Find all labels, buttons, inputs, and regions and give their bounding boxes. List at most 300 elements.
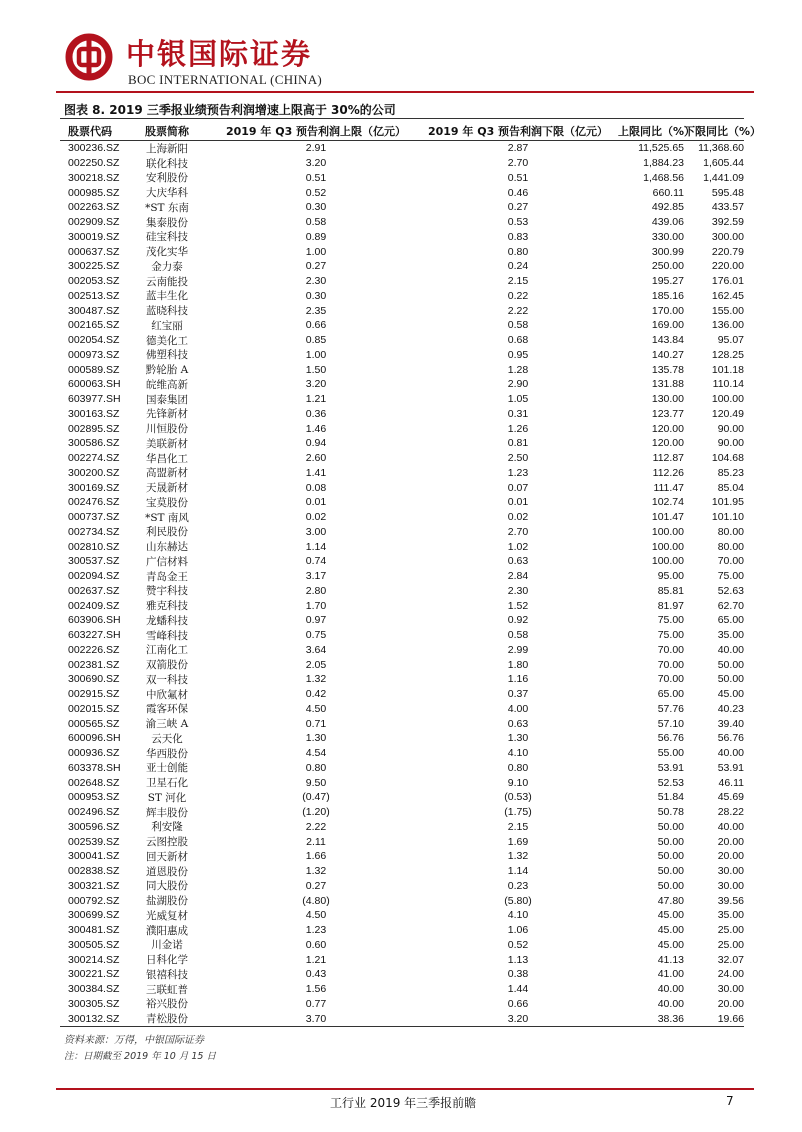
cell-stock-code: 300384.SZ <box>68 983 120 996</box>
table-row <box>60 377 744 392</box>
cell-upper-profit: 0.75 <box>305 629 327 642</box>
table-row <box>60 554 744 569</box>
cell-lower-yoy: 30.00 <box>717 879 744 892</box>
cell-lower-profit: (5.80) <box>504 894 532 907</box>
cell-upper-profit: 2.22 <box>305 820 327 833</box>
cell-lower-yoy: 595.48 <box>711 186 744 199</box>
cell-upper-yoy: 185.16 <box>651 289 684 302</box>
cell-stock-name: *ST 南风 <box>145 511 189 524</box>
cell-upper-profit: (0.47) <box>302 791 330 804</box>
table-row <box>60 790 744 805</box>
cell-stock-code: 000973.SZ <box>68 348 120 361</box>
cell-stock-code: 002381.SZ <box>68 658 120 671</box>
cell-upper-profit: 9.50 <box>305 776 327 789</box>
cell-stock-name: 蓝晓科技 <box>146 305 188 318</box>
cell-stock-code: 300041.SZ <box>68 850 120 863</box>
cell-stock-code: 600063.SH <box>68 378 121 391</box>
cell-upper-yoy: 81.97 <box>657 599 684 612</box>
cell-lower-yoy: 392.59 <box>711 216 744 229</box>
cell-lower-yoy: 39.56 <box>717 894 744 907</box>
cell-stock-name: 道恩股份 <box>146 865 188 878</box>
cell-lower-yoy: 1,441.09 <box>703 171 744 184</box>
table-row <box>60 539 744 554</box>
cell-lower-profit: 2.50 <box>507 452 529 465</box>
cell-lower-profit: (1.75) <box>504 806 532 819</box>
col-header-code: 股票代码 <box>68 124 112 138</box>
cell-lower-profit: 0.95 <box>507 348 529 361</box>
cell-lower-profit: 4.10 <box>507 747 529 760</box>
boc-logo-icon <box>64 32 114 82</box>
cell-stock-name: 渝三峡 A <box>145 718 189 731</box>
cell-stock-code: 002274.SZ <box>68 452 120 465</box>
cell-stock-name: 先锋新材 <box>146 408 188 421</box>
cell-lower-profit: 2.22 <box>507 304 529 317</box>
cell-lower-profit: 1.26 <box>507 422 529 435</box>
cell-upper-yoy: 65.00 <box>657 688 684 701</box>
cell-upper-yoy: 70.00 <box>657 673 684 686</box>
cell-upper-yoy: 100.00 <box>651 540 684 553</box>
table-row <box>60 834 744 849</box>
cell-upper-yoy: 250.00 <box>651 260 684 273</box>
cell-upper-profit: 1.23 <box>305 924 327 937</box>
cell-lower-profit: 2.30 <box>507 584 529 597</box>
cell-upper-yoy: 123.77 <box>651 407 684 420</box>
table-row <box>60 716 744 731</box>
table-row <box>60 864 744 879</box>
table-row <box>60 820 744 835</box>
cell-lower-yoy: 128.25 <box>711 348 744 361</box>
source-note: 资料来源：万得，中银国际证券 <box>64 1035 204 1046</box>
cell-lower-profit: 2.15 <box>507 820 529 833</box>
table-row <box>60 952 744 967</box>
cell-lower-profit: 0.46 <box>507 186 529 199</box>
table-row <box>60 628 744 643</box>
cell-lower-yoy: 80.00 <box>717 525 744 538</box>
cell-upper-yoy: 112.26 <box>652 466 684 479</box>
cell-lower-profit: 2.84 <box>507 570 529 583</box>
cell-stock-name: 云南能投 <box>146 275 188 288</box>
cell-upper-profit: 4.50 <box>305 909 327 922</box>
col-header-lower-yoy: 下限同比（%） <box>684 124 762 138</box>
cell-lower-profit: 0.38 <box>507 968 529 981</box>
cell-upper-yoy: 50.00 <box>657 865 684 878</box>
cell-stock-name: 赞宇科技 <box>146 585 188 598</box>
cell-stock-name: 中欣氟材 <box>146 688 188 701</box>
brand-name-cn: 中银国际证券 <box>126 37 313 71</box>
cell-stock-name: 国泰集团 <box>146 393 188 406</box>
cell-lower-profit: 0.80 <box>507 245 529 258</box>
cell-lower-yoy: 19.66 <box>717 1012 744 1025</box>
cell-stock-name: 川金诺 <box>151 939 183 952</box>
table-row <box>60 761 744 776</box>
cell-upper-profit: 1.50 <box>305 363 327 376</box>
cell-stock-code: 002054.SZ <box>68 334 120 347</box>
cell-upper-profit: 0.30 <box>305 201 327 214</box>
cell-upper-profit: 0.66 <box>305 319 327 332</box>
table-row <box>60 274 744 289</box>
cell-upper-profit: 2.30 <box>305 275 327 288</box>
cell-stock-code: 000589.SZ <box>68 363 120 376</box>
cell-lower-yoy: 20.00 <box>717 997 744 1010</box>
cell-stock-code: 002838.SZ <box>68 865 120 878</box>
table-row <box>60 525 744 540</box>
cell-lower-yoy: 24.00 <box>717 968 744 981</box>
cell-stock-code: 002015.SZ <box>68 702 120 715</box>
cell-lower-yoy: 104.68 <box>711 452 744 465</box>
brand-name-en: BOC INTERNATIONAL (CHINA) <box>128 72 323 87</box>
cell-upper-profit: 1.21 <box>305 393 327 406</box>
cell-upper-profit: 2.80 <box>305 584 327 597</box>
cell-stock-code: 300505.SZ <box>68 938 120 951</box>
table-row <box>60 938 744 953</box>
cell-stock-name: 回天新材 <box>146 850 188 863</box>
cell-lower-yoy: 25.00 <box>717 924 744 937</box>
col-header-name: 股票简称 <box>145 124 189 138</box>
table-row <box>60 303 744 318</box>
cell-upper-yoy: 47.80 <box>657 894 684 907</box>
col-header-upper-yoy: 上限同比（%） <box>618 124 696 138</box>
cell-stock-code: 300163.SZ <box>68 407 120 420</box>
cell-upper-profit: 0.97 <box>305 614 327 627</box>
cell-stock-code: 000985.SZ <box>68 186 120 199</box>
cell-stock-name: 青岛金王 <box>146 570 188 583</box>
cell-stock-name: 蓝丰生化 <box>146 290 188 303</box>
cell-lower-yoy: 28.22 <box>717 806 744 819</box>
footer-title: 工行业 2019 年三季报前瞻 <box>330 1096 477 1110</box>
cell-lower-profit: 1.28 <box>507 363 529 376</box>
col-header-upper-profit: 2019 年 Q3 预告利润上限（亿元） <box>225 124 407 138</box>
table-row <box>60 569 744 584</box>
cell-upper-yoy: 143.84 <box>651 334 684 347</box>
cell-lower-profit: 2.87 <box>507 142 529 155</box>
cell-lower-profit: 0.66 <box>507 997 529 1010</box>
table-row <box>60 982 744 997</box>
header-rule <box>56 91 754 93</box>
cell-upper-yoy: 120.00 <box>651 437 684 450</box>
cell-stock-code: 300321.SZ <box>68 879 120 892</box>
cell-upper-profit: 1.46 <box>305 422 327 435</box>
table-row <box>60 466 744 481</box>
cell-upper-profit: 0.94 <box>305 437 327 450</box>
cell-upper-yoy: 100.00 <box>651 555 684 568</box>
cell-upper-profit: 4.54 <box>305 747 327 760</box>
table-row <box>60 289 744 304</box>
table-row <box>60 451 744 466</box>
cell-upper-profit: 1.21 <box>305 953 327 966</box>
cell-stock-code: 002226.SZ <box>68 643 120 656</box>
cell-stock-code: 002094.SZ <box>68 570 120 583</box>
cell-stock-name: 云图控股 <box>146 836 188 849</box>
cell-stock-name: 盐湖股份 <box>146 895 188 908</box>
cell-stock-name: 银禧科技 <box>146 968 188 981</box>
cell-stock-code: 300537.SZ <box>68 555 120 568</box>
cell-upper-profit: 2.05 <box>305 658 327 671</box>
cell-stock-code: 300690.SZ <box>68 673 120 686</box>
cell-upper-yoy: 50.00 <box>657 879 684 892</box>
cell-stock-code: 300132.SZ <box>68 1012 120 1025</box>
cell-stock-name: 青松股份 <box>146 1013 188 1026</box>
table-row <box>60 731 744 746</box>
cell-stock-name: *ST 东南 <box>145 201 189 214</box>
cell-lower-yoy: 70.00 <box>717 555 744 568</box>
cell-stock-code: 002909.SZ <box>68 216 120 229</box>
cell-upper-yoy: 50.00 <box>657 850 684 863</box>
cell-lower-profit: 0.81 <box>507 437 529 450</box>
cell-upper-profit: 1.56 <box>305 983 327 996</box>
cell-stock-code: 300305.SZ <box>68 997 120 1010</box>
cell-stock-code: 000792.SZ <box>68 894 120 907</box>
cell-stock-code: 300221.SZ <box>68 968 120 981</box>
cell-upper-yoy: 101.47 <box>651 511 684 524</box>
cell-upper-yoy: 120.00 <box>651 422 684 435</box>
cell-lower-yoy: 65.00 <box>717 614 744 627</box>
page-number: 7 <box>726 1094 734 1108</box>
cell-stock-code: 000953.SZ <box>68 791 120 804</box>
cell-stock-code: 002409.SZ <box>68 599 120 612</box>
cell-stock-code: 300200.SZ <box>68 466 120 479</box>
cell-stock-code: 002250.SZ <box>68 157 120 170</box>
cell-lower-profit: 2.15 <box>507 275 529 288</box>
cell-upper-yoy: 45.00 <box>657 924 684 937</box>
cell-upper-yoy: 70.00 <box>657 658 684 671</box>
table-header-row <box>60 121 762 141</box>
cell-lower-profit: 1.69 <box>507 835 529 848</box>
cell-lower-yoy: 433.57 <box>711 201 744 214</box>
table-row <box>60 200 744 215</box>
cell-lower-profit: 1.06 <box>507 924 529 937</box>
cell-stock-name: 光威复材 <box>146 909 188 922</box>
cell-stock-name: 皖维高新 <box>146 378 188 391</box>
cell-upper-profit: 4.50 <box>305 702 327 715</box>
cell-stock-code: 000565.SZ <box>68 717 120 730</box>
cell-stock-name: 同大股份 <box>146 880 188 893</box>
cell-stock-code: 603227.SH <box>68 629 121 642</box>
table-row <box>60 171 744 186</box>
cell-stock-name: 安利股份 <box>146 172 188 185</box>
cell-lower-yoy: 25.00 <box>717 938 744 951</box>
cell-lower-profit: 0.58 <box>507 319 529 332</box>
table-row <box>60 893 744 908</box>
table-row <box>60 879 744 894</box>
cell-upper-yoy: 75.00 <box>657 614 684 627</box>
cell-lower-yoy: 20.00 <box>717 850 744 863</box>
cell-lower-yoy: 56.76 <box>717 732 744 745</box>
cell-upper-profit: (4.80) <box>302 894 330 907</box>
table-row <box>60 849 744 864</box>
cell-upper-yoy: 85.81 <box>657 584 684 597</box>
cell-upper-profit: 1.41 <box>305 466 327 479</box>
table-row <box>60 156 744 171</box>
cell-lower-yoy: 40.23 <box>717 702 744 715</box>
cell-upper-yoy: 102.74 <box>651 496 684 509</box>
cell-stock-name: 双箭股份 <box>146 659 188 672</box>
cell-stock-code: 002734.SZ <box>68 525 120 538</box>
cell-upper-yoy: 112.87 <box>652 452 684 465</box>
table-row <box>60 407 744 422</box>
cell-upper-profit: 0.74 <box>305 555 327 568</box>
cell-stock-code: 002637.SZ <box>68 584 120 597</box>
cell-stock-code: 603378.SH <box>68 761 121 774</box>
cell-lower-profit: 1.80 <box>507 658 529 671</box>
cell-lower-profit: 0.27 <box>507 201 529 214</box>
cell-upper-profit: 0.58 <box>305 216 327 229</box>
cell-lower-yoy: 1,605.44 <box>703 157 744 170</box>
cell-lower-yoy: 95.07 <box>717 334 744 347</box>
table-row <box>60 908 744 923</box>
cell-stock-code: 603906.SH <box>68 614 121 627</box>
cell-upper-profit: 1.70 <box>305 599 327 612</box>
cell-stock-name: 亚士创能 <box>146 762 188 775</box>
cell-upper-yoy: 70.00 <box>657 643 684 656</box>
cell-stock-code: 600096.SH <box>68 732 121 745</box>
table-row <box>60 687 744 702</box>
cell-upper-yoy: 52.53 <box>657 776 684 789</box>
table-row <box>60 613 744 628</box>
table-bottom-rule <box>60 1026 744 1027</box>
table-row <box>60 657 744 672</box>
cell-stock-name: 佛塑科技 <box>146 349 188 362</box>
table-row <box>60 318 744 333</box>
cell-lower-yoy: 40.00 <box>717 747 744 760</box>
cell-stock-code: 002648.SZ <box>68 776 120 789</box>
cell-upper-profit: 2.60 <box>305 452 327 465</box>
cell-stock-name: 江南化工 <box>146 644 188 657</box>
cell-lower-yoy: 80.00 <box>717 540 744 553</box>
cell-stock-name: 金力泰 <box>151 260 183 273</box>
cell-stock-code: 002513.SZ <box>68 289 120 302</box>
table-row <box>60 333 744 348</box>
cell-lower-profit: 0.80 <box>507 761 529 774</box>
cell-upper-profit: 1.32 <box>305 865 327 878</box>
cell-lower-profit: 1.13 <box>507 953 529 966</box>
cell-lower-profit: 3.20 <box>507 1012 529 1025</box>
cell-stock-name: 黔轮胎 A <box>145 364 189 377</box>
cell-lower-profit: 1.32 <box>507 850 529 863</box>
cell-lower-yoy: 30.00 <box>717 865 744 878</box>
cell-lower-profit: 0.68 <box>507 334 529 347</box>
cell-stock-code: 300218.SZ <box>68 171 120 184</box>
cell-lower-profit: 0.51 <box>507 171 529 184</box>
cell-upper-yoy: 57.76 <box>657 702 684 715</box>
table-row <box>60 480 744 495</box>
cell-upper-profit: 2.91 <box>305 142 327 155</box>
cell-stock-name: 大庆华科 <box>146 187 188 200</box>
cell-lower-yoy: 53.91 <box>717 761 744 774</box>
cell-lower-yoy: 90.00 <box>717 437 744 450</box>
cell-upper-profit: 0.77 <box>305 997 327 1010</box>
cell-upper-yoy: 41.13 <box>657 953 684 966</box>
cell-lower-profit: 0.63 <box>507 555 529 568</box>
cell-upper-profit: 0.27 <box>305 879 327 892</box>
table-row <box>60 598 744 613</box>
cell-upper-profit: 0.08 <box>305 481 327 494</box>
cell-stock-name: 裕兴股份 <box>146 998 188 1011</box>
cell-stock-name: 辉丰股份 <box>146 806 188 819</box>
cell-lower-yoy: 101.95 <box>711 496 744 509</box>
cell-lower-yoy: 300.00 <box>711 230 744 243</box>
cell-lower-profit: 0.63 <box>507 717 529 730</box>
cell-stock-name: 三联虹普 <box>146 983 188 996</box>
cell-stock-code: 300019.SZ <box>68 230 120 243</box>
cell-lower-yoy: 35.00 <box>717 909 744 922</box>
table-row <box>60 643 744 658</box>
cell-stock-code: 002539.SZ <box>68 835 120 848</box>
col-header-lower-profit: 2019 年 Q3 预告利润下限（亿元） <box>427 124 609 138</box>
cell-upper-profit: (1.20) <box>302 806 330 819</box>
cell-lower-yoy: 45.69 <box>717 791 744 804</box>
cell-lower-profit: 0.23 <box>507 879 529 892</box>
cell-upper-yoy: 75.00 <box>657 629 684 642</box>
cell-lower-yoy: 220.00 <box>711 260 744 273</box>
cell-upper-profit: 0.42 <box>305 688 327 701</box>
cell-stock-code: 002496.SZ <box>68 806 120 819</box>
cell-lower-yoy: 90.00 <box>717 422 744 435</box>
cell-lower-yoy: 20.00 <box>717 835 744 848</box>
cell-stock-name: 集泰股份 <box>146 216 188 229</box>
cell-stock-code: 300487.SZ <box>68 304 120 317</box>
cell-upper-profit: 0.43 <box>305 968 327 981</box>
cell-upper-yoy: 40.00 <box>657 997 684 1010</box>
table-row <box>60 997 744 1012</box>
caption-rule <box>60 118 744 119</box>
cell-stock-code: 300481.SZ <box>68 924 120 937</box>
cell-stock-code: 000737.SZ <box>68 511 120 524</box>
cell-upper-yoy: 170.00 <box>651 304 684 317</box>
report-header <box>64 30 764 90</box>
cell-lower-profit: 0.01 <box>507 496 529 509</box>
cell-stock-name: 山东赫达 <box>146 541 188 554</box>
cell-upper-profit: 2.11 <box>306 835 326 848</box>
cell-stock-name: 利民股份 <box>146 526 188 539</box>
cell-upper-profit: 0.89 <box>305 230 327 243</box>
cell-stock-name: 美联新材 <box>146 437 188 450</box>
table-row <box>60 775 744 790</box>
cell-stock-name: 龙蟠科技 <box>146 614 188 627</box>
cell-lower-yoy: 85.23 <box>717 466 744 479</box>
cell-lower-yoy: 50.00 <box>717 658 744 671</box>
cell-stock-name: 云天化 <box>151 732 183 745</box>
cell-stock-code: 300586.SZ <box>68 437 120 450</box>
cell-upper-yoy: 38.36 <box>657 1012 684 1025</box>
table-row <box>60 259 744 274</box>
table-row <box>60 805 744 820</box>
cell-upper-yoy: 56.76 <box>657 732 684 745</box>
cell-upper-profit: 0.01 <box>305 496 327 509</box>
cell-lower-profit: (0.53) <box>504 791 532 804</box>
cell-lower-profit: 4.10 <box>507 909 529 922</box>
cell-upper-profit: 0.71 <box>305 717 327 730</box>
cell-stock-name: 上海新阳 <box>146 142 188 155</box>
cell-lower-profit: 4.00 <box>507 702 529 715</box>
cell-upper-profit: 1.30 <box>305 732 327 745</box>
footer-rule <box>56 1088 754 1090</box>
cell-upper-profit: 3.70 <box>305 1012 327 1025</box>
table-row <box>60 702 744 717</box>
cell-lower-profit: 0.24 <box>507 260 529 273</box>
cell-lower-yoy: 62.70 <box>717 599 744 612</box>
table-row <box>60 584 744 599</box>
cell-stock-name: 雅克科技 <box>146 600 188 613</box>
cell-stock-code: 300214.SZ <box>68 953 120 966</box>
cell-upper-yoy: 40.00 <box>657 983 684 996</box>
cell-stock-name: 宝莫股份 <box>146 496 188 509</box>
cell-stock-name: 红宝丽 <box>151 319 183 332</box>
data-table <box>60 121 762 1027</box>
cell-lower-profit: 1.23 <box>507 466 529 479</box>
cell-upper-profit: 0.02 <box>305 511 327 524</box>
cell-stock-name: ST 河化 <box>147 791 187 804</box>
cell-upper-yoy: 100.00 <box>651 525 684 538</box>
